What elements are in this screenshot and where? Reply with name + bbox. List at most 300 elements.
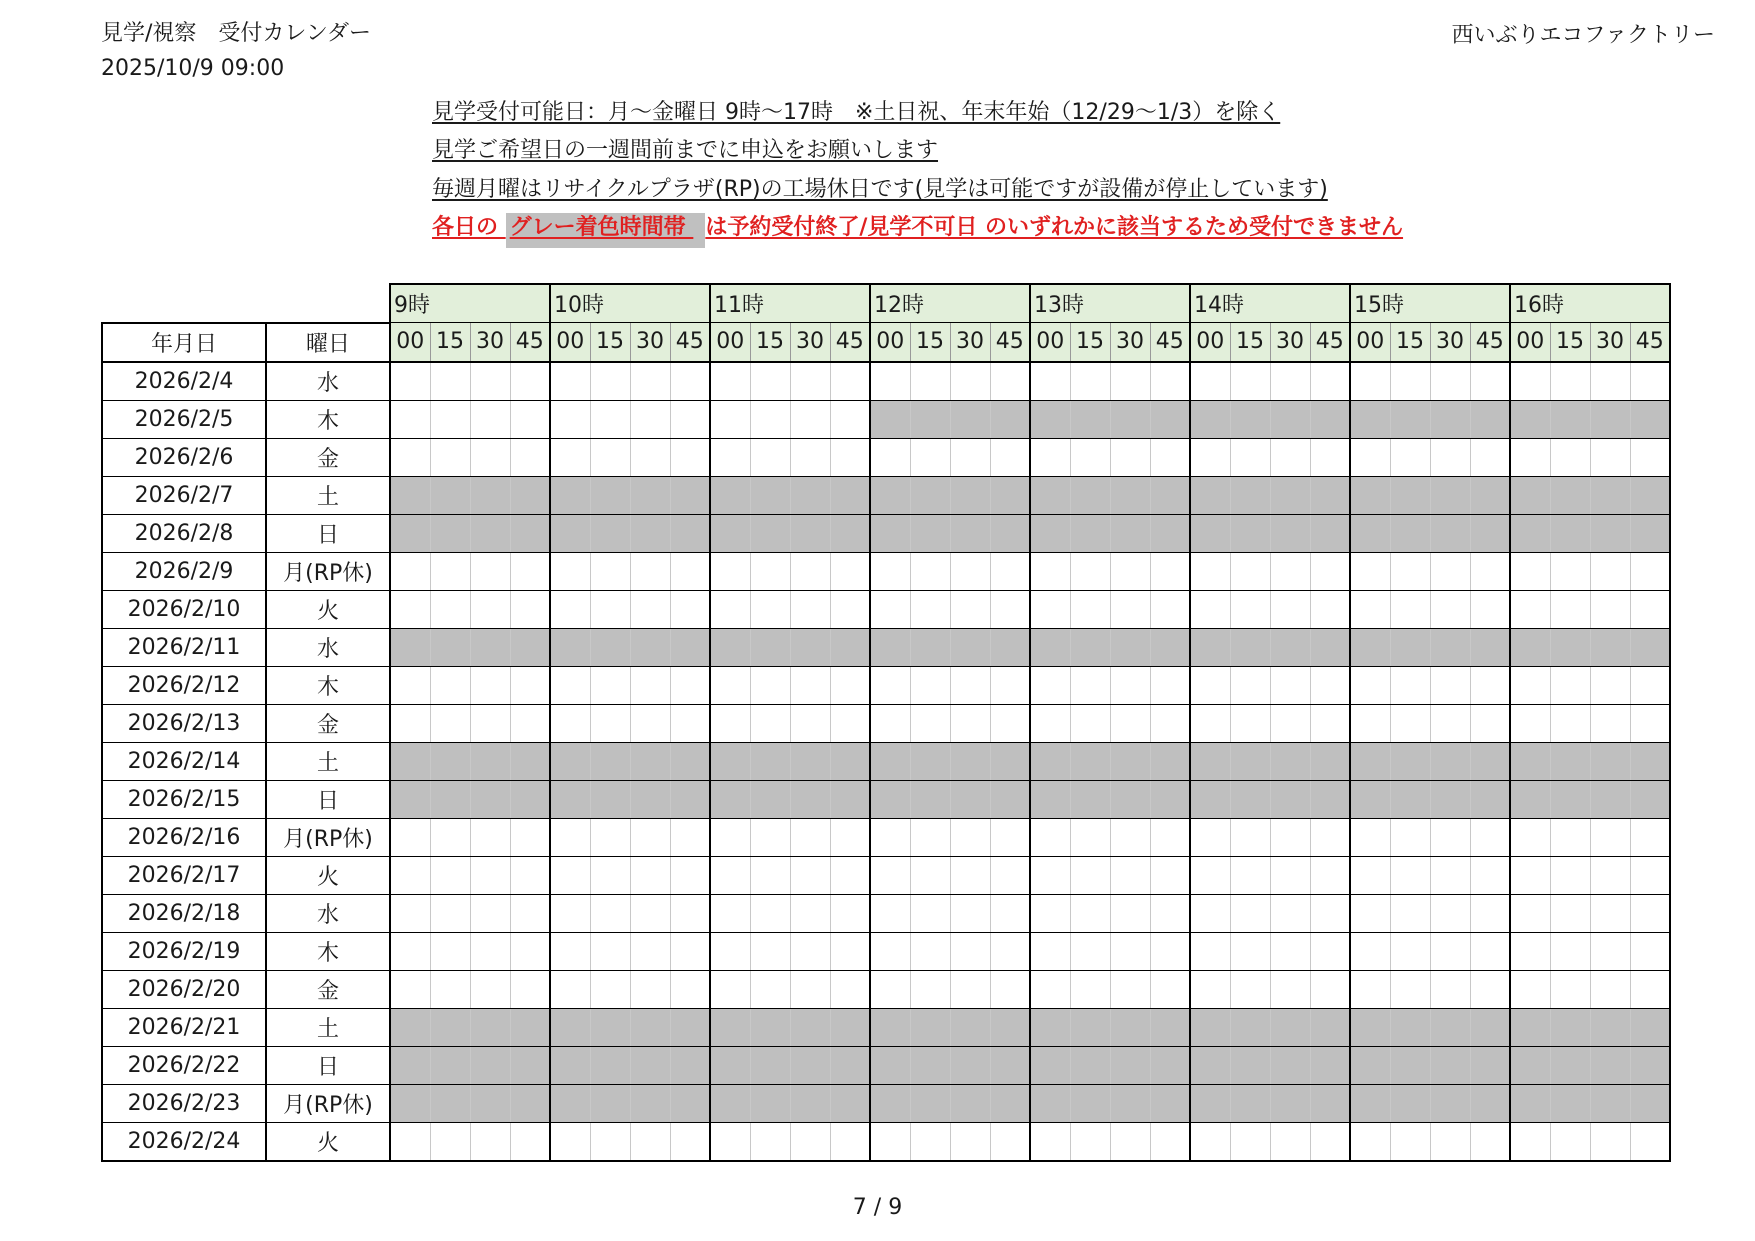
time-slot-available bbox=[750, 438, 790, 476]
time-slot-available bbox=[710, 362, 750, 401]
time-slot-unavailable bbox=[870, 628, 910, 666]
time-slot-unavailable bbox=[1070, 780, 1110, 818]
time-slot-unavailable bbox=[1470, 780, 1510, 818]
date-cell: 2026/2/18 bbox=[102, 894, 266, 932]
company-name: 西いぶりエコファクトリー bbox=[1451, 23, 1715, 48]
table-row bbox=[102, 628, 1670, 666]
time-slot-unavailable bbox=[1110, 1084, 1150, 1122]
reservation-calendar-table bbox=[101, 283, 1671, 1162]
time-slot-available bbox=[510, 856, 550, 894]
time-slot-available bbox=[430, 666, 470, 704]
time-slot-available bbox=[1070, 552, 1110, 590]
time-slot-available bbox=[1470, 856, 1510, 894]
time-slot-available bbox=[1350, 932, 1390, 970]
time-slot-available bbox=[1630, 666, 1670, 704]
time-slot-available bbox=[1630, 818, 1670, 856]
time-slot-available bbox=[710, 400, 750, 438]
time-slot-available bbox=[590, 894, 630, 932]
time-slot-unavailable bbox=[1150, 514, 1190, 552]
time-slot-available bbox=[1590, 362, 1630, 401]
time-slot-unavailable bbox=[1590, 476, 1630, 514]
time-slot-available bbox=[990, 438, 1030, 476]
time-slot-available bbox=[870, 362, 910, 401]
time-slot-unavailable bbox=[1190, 780, 1230, 818]
time-slot-available bbox=[1030, 894, 1070, 932]
time-slot-unavailable bbox=[430, 742, 470, 780]
time-slot-unavailable bbox=[910, 1008, 950, 1046]
time-slot-available bbox=[1310, 1122, 1350, 1161]
time-slot-available bbox=[1190, 932, 1230, 970]
time-slot-unavailable bbox=[710, 628, 750, 666]
time-slot-available bbox=[630, 1122, 670, 1161]
time-slot-available bbox=[1070, 362, 1110, 401]
time-slot-available bbox=[470, 666, 510, 704]
time-slot-unavailable bbox=[1630, 1084, 1670, 1122]
time-slot-available bbox=[670, 1122, 710, 1161]
print-datetime: 2025/10/9 09:00 bbox=[101, 56, 285, 81]
date-cell: 2026/2/6 bbox=[102, 438, 266, 476]
time-slot-available bbox=[1470, 1122, 1510, 1161]
time-slot-available bbox=[870, 856, 910, 894]
time-slot-unavailable bbox=[630, 1084, 670, 1122]
minute-header: 00 bbox=[1190, 323, 1230, 362]
time-slot-unavailable bbox=[550, 476, 590, 514]
time-slot-unavailable bbox=[630, 628, 670, 666]
time-slot-available bbox=[1390, 932, 1430, 970]
time-slot-unavailable bbox=[990, 628, 1030, 666]
date-column-header: 年月日 bbox=[102, 323, 266, 362]
time-slot-available bbox=[510, 704, 550, 742]
time-slot-available bbox=[670, 894, 710, 932]
minute-header: 15 bbox=[1550, 323, 1590, 362]
time-slot-available bbox=[1430, 704, 1470, 742]
time-slot-unavailable bbox=[1630, 400, 1670, 438]
time-slot-unavailable bbox=[1270, 400, 1310, 438]
time-slot-available bbox=[390, 666, 430, 704]
time-slot-available bbox=[670, 818, 710, 856]
time-slot-available bbox=[1550, 362, 1590, 401]
time-slot-unavailable bbox=[1470, 514, 1510, 552]
time-slot-available bbox=[1430, 1122, 1470, 1161]
time-slot-available bbox=[830, 970, 870, 1008]
time-slot-available bbox=[470, 362, 510, 401]
time-slot-available bbox=[1630, 1122, 1670, 1161]
minute-header: 45 bbox=[990, 323, 1030, 362]
time-slot-available bbox=[670, 362, 710, 401]
time-slot-unavailable bbox=[1470, 1046, 1510, 1084]
table-row bbox=[102, 856, 1670, 894]
time-slot-unavailable bbox=[1230, 742, 1270, 780]
time-slot-available bbox=[1550, 704, 1590, 742]
time-slot-unavailable bbox=[990, 1008, 1030, 1046]
time-slot-unavailable bbox=[1310, 780, 1350, 818]
minute-header: 30 bbox=[470, 323, 510, 362]
minute-header: 15 bbox=[590, 323, 630, 362]
time-slot-unavailable bbox=[990, 1046, 1030, 1084]
time-slot-unavailable bbox=[430, 780, 470, 818]
time-slot-available bbox=[1350, 552, 1390, 590]
time-slot-unavailable bbox=[1550, 514, 1590, 552]
time-slot-available bbox=[590, 818, 630, 856]
time-slot-available bbox=[1310, 438, 1350, 476]
time-slot-available bbox=[1470, 894, 1510, 932]
time-slot-unavailable bbox=[990, 780, 1030, 818]
time-slot-available bbox=[390, 590, 430, 628]
time-slot-available bbox=[1350, 362, 1390, 401]
time-slot-available bbox=[1350, 818, 1390, 856]
time-slot-available bbox=[1390, 362, 1430, 401]
weekday-cell: 月(RP休) bbox=[266, 1084, 390, 1122]
time-slot-unavailable bbox=[510, 742, 550, 780]
hour-header: 14時 bbox=[1190, 284, 1350, 323]
time-slot-unavailable bbox=[1350, 742, 1390, 780]
time-slot-available bbox=[1430, 970, 1470, 1008]
time-slot-unavailable bbox=[670, 1084, 710, 1122]
time-slot-unavailable bbox=[1470, 476, 1510, 514]
time-slot-unavailable bbox=[630, 780, 670, 818]
time-slot-unavailable bbox=[1590, 1084, 1630, 1122]
time-slot-unavailable bbox=[870, 400, 910, 438]
time-slot-available bbox=[630, 362, 670, 401]
time-slot-unavailable bbox=[1510, 400, 1550, 438]
time-slot-available bbox=[470, 894, 510, 932]
time-slot-available bbox=[990, 932, 1030, 970]
time-slot-available bbox=[830, 704, 870, 742]
time-slot-unavailable bbox=[470, 780, 510, 818]
page-number: 7 / 9 bbox=[852, 1195, 903, 1220]
time-slot-unavailable bbox=[670, 780, 710, 818]
minute-header: 15 bbox=[910, 323, 950, 362]
time-slot-available bbox=[1070, 894, 1110, 932]
minute-header: 45 bbox=[510, 323, 550, 362]
time-slot-available bbox=[790, 1122, 830, 1161]
hour-header: 16時 bbox=[1510, 284, 1670, 323]
time-slot-available bbox=[590, 1122, 630, 1161]
time-slot-available bbox=[870, 438, 910, 476]
time-slot-available bbox=[1510, 590, 1550, 628]
date-cell: 2026/2/15 bbox=[102, 780, 266, 818]
date-cell: 2026/2/23 bbox=[102, 1084, 266, 1122]
time-slot-available bbox=[1630, 590, 1670, 628]
time-slot-available bbox=[1470, 552, 1510, 590]
weekday-cell: 土 bbox=[266, 1008, 390, 1046]
time-slot-available bbox=[1230, 818, 1270, 856]
time-slot-unavailable bbox=[470, 742, 510, 780]
time-slot-available bbox=[510, 438, 550, 476]
hour-header: 11時 bbox=[710, 284, 870, 323]
time-slot-unavailable bbox=[710, 742, 750, 780]
time-slot-available bbox=[830, 1122, 870, 1161]
time-slot-unavailable bbox=[1390, 742, 1430, 780]
time-slot-unavailable bbox=[590, 1084, 630, 1122]
time-slot-available bbox=[1510, 362, 1550, 401]
time-slot-available bbox=[790, 666, 830, 704]
time-slot-unavailable bbox=[1070, 514, 1110, 552]
time-slot-available bbox=[510, 666, 550, 704]
time-slot-available bbox=[910, 970, 950, 1008]
table-row bbox=[102, 1084, 1670, 1122]
date-cell: 2026/2/20 bbox=[102, 970, 266, 1008]
time-slot-available bbox=[1590, 590, 1630, 628]
time-slot-unavailable bbox=[590, 476, 630, 514]
time-slot-available bbox=[1350, 856, 1390, 894]
time-slot-available bbox=[1230, 970, 1270, 1008]
time-slot-available bbox=[630, 894, 670, 932]
note-gray-warning-prefix: 各日の bbox=[432, 215, 506, 240]
time-slot-unavailable bbox=[390, 628, 430, 666]
weekday-cell: 日 bbox=[266, 780, 390, 818]
time-slot-available bbox=[430, 856, 470, 894]
time-slot-available bbox=[1270, 1122, 1310, 1161]
time-slot-available bbox=[910, 1122, 950, 1161]
date-cell: 2026/2/13 bbox=[102, 704, 266, 742]
table-row bbox=[102, 818, 1670, 856]
time-slot-available bbox=[1470, 590, 1510, 628]
minute-header: 45 bbox=[1150, 323, 1190, 362]
time-slot-unavailable bbox=[510, 1084, 550, 1122]
time-slot-available bbox=[1590, 1122, 1630, 1161]
time-slot-available bbox=[1510, 932, 1550, 970]
time-slot-unavailable bbox=[1390, 780, 1430, 818]
time-slot-available bbox=[990, 1122, 1030, 1161]
time-slot-unavailable bbox=[790, 742, 830, 780]
minute-header: 15 bbox=[1230, 323, 1270, 362]
time-slot-unavailable bbox=[1590, 514, 1630, 552]
time-slot-unavailable bbox=[750, 780, 790, 818]
time-slot-available bbox=[750, 932, 790, 970]
time-slot-unavailable bbox=[950, 742, 990, 780]
time-slot-unavailable bbox=[750, 742, 790, 780]
time-slot-available bbox=[990, 666, 1030, 704]
time-slot-unavailable bbox=[1510, 780, 1550, 818]
time-slot-available bbox=[1190, 856, 1230, 894]
time-slot-unavailable bbox=[990, 476, 1030, 514]
time-slot-unavailable bbox=[1630, 514, 1670, 552]
time-slot-available bbox=[1150, 1122, 1190, 1161]
time-slot-available bbox=[830, 666, 870, 704]
time-slot-available bbox=[670, 856, 710, 894]
time-slot-available bbox=[590, 704, 630, 742]
time-slot-available bbox=[1150, 856, 1190, 894]
note-gray-warning bbox=[432, 210, 1403, 241]
time-slot-available bbox=[1230, 894, 1270, 932]
time-slot-available bbox=[1030, 666, 1070, 704]
time-slot-unavailable bbox=[710, 476, 750, 514]
minute-header: 30 bbox=[1110, 323, 1150, 362]
time-slot-unavailable bbox=[1470, 742, 1510, 780]
time-slot-available bbox=[1310, 894, 1350, 932]
time-slot-available bbox=[830, 818, 870, 856]
time-slot-unavailable bbox=[830, 1084, 870, 1122]
time-slot-available bbox=[1150, 894, 1190, 932]
time-slot-unavailable bbox=[1230, 476, 1270, 514]
time-slot-available bbox=[1590, 970, 1630, 1008]
time-slot-available bbox=[1390, 666, 1430, 704]
time-slot-available bbox=[1230, 438, 1270, 476]
time-slot-available bbox=[470, 932, 510, 970]
time-slot-available bbox=[1190, 1122, 1230, 1161]
time-slot-available bbox=[1070, 590, 1110, 628]
time-slot-available bbox=[830, 438, 870, 476]
time-slot-unavailable bbox=[1630, 628, 1670, 666]
time-slot-available bbox=[1550, 932, 1590, 970]
time-slot-available bbox=[1310, 856, 1350, 894]
time-slot-unavailable bbox=[1310, 628, 1350, 666]
time-slot-available bbox=[1630, 894, 1670, 932]
time-slot-available bbox=[750, 856, 790, 894]
time-slot-unavailable bbox=[1510, 514, 1550, 552]
time-slot-available bbox=[390, 894, 430, 932]
time-slot-available bbox=[950, 362, 990, 401]
time-slot-unavailable bbox=[1590, 628, 1630, 666]
time-slot-unavailable bbox=[510, 514, 550, 552]
time-slot-unavailable bbox=[1550, 1046, 1590, 1084]
time-slot-available bbox=[390, 932, 430, 970]
time-slot-available bbox=[1190, 894, 1230, 932]
time-slot-available bbox=[470, 552, 510, 590]
table-row bbox=[102, 894, 1670, 932]
weekday-cell: 金 bbox=[266, 970, 390, 1008]
time-slot-available bbox=[910, 894, 950, 932]
time-slot-unavailable bbox=[910, 1084, 950, 1122]
time-slot-available bbox=[590, 932, 630, 970]
time-slot-available bbox=[1350, 1122, 1390, 1161]
time-slot-unavailable bbox=[1070, 742, 1110, 780]
time-slot-available bbox=[870, 590, 910, 628]
time-slot-unavailable bbox=[790, 1008, 830, 1046]
time-slot-available bbox=[1390, 856, 1430, 894]
time-slot-available bbox=[1070, 666, 1110, 704]
note-gray-highlight: グレー着色時間帯 bbox=[506, 213, 706, 248]
table-row bbox=[102, 590, 1670, 628]
time-slot-unavailable bbox=[950, 1008, 990, 1046]
time-slot-available bbox=[1310, 666, 1350, 704]
weekday-cell: 水 bbox=[266, 362, 390, 401]
time-slot-unavailable bbox=[1350, 628, 1390, 666]
time-slot-available bbox=[910, 856, 950, 894]
weekday-column-header: 曜日 bbox=[266, 323, 390, 362]
time-slot-available bbox=[550, 552, 590, 590]
time-slot-unavailable bbox=[1110, 742, 1150, 780]
time-slot-available bbox=[430, 970, 470, 1008]
time-slot-unavailable bbox=[1150, 1008, 1190, 1046]
time-slot-available bbox=[1110, 818, 1150, 856]
time-slot-available bbox=[510, 932, 550, 970]
time-slot-available bbox=[1510, 552, 1550, 590]
time-slot-available bbox=[1070, 970, 1110, 1008]
table-row bbox=[102, 1122, 1670, 1161]
time-slot-unavailable bbox=[1030, 514, 1070, 552]
time-slot-unavailable bbox=[1110, 628, 1150, 666]
time-slot-available bbox=[1070, 932, 1110, 970]
hour-header: 10時 bbox=[550, 284, 710, 323]
time-slot-unavailable bbox=[1230, 400, 1270, 438]
time-slot-available bbox=[1430, 666, 1470, 704]
time-slot-available bbox=[630, 666, 670, 704]
time-slot-available bbox=[1030, 818, 1070, 856]
time-slot-available bbox=[630, 932, 670, 970]
minute-header: 00 bbox=[870, 323, 910, 362]
time-slot-available bbox=[750, 666, 790, 704]
time-slot-available bbox=[1030, 362, 1070, 401]
time-slot-available bbox=[1510, 894, 1550, 932]
weekday-cell: 日 bbox=[266, 1046, 390, 1084]
time-slot-available bbox=[990, 894, 1030, 932]
minute-header: 30 bbox=[1590, 323, 1630, 362]
time-slot-available bbox=[870, 970, 910, 1008]
time-slot-available bbox=[950, 438, 990, 476]
note-deadline: 見学ご希望日の一週間前までに申込をお願いします bbox=[432, 138, 939, 163]
time-slot-unavailable bbox=[1350, 780, 1390, 818]
time-slot-unavailable bbox=[1350, 514, 1390, 552]
time-slot-unavailable bbox=[790, 476, 830, 514]
time-slot-unavailable bbox=[1430, 628, 1470, 666]
time-slot-available bbox=[670, 704, 710, 742]
date-cell: 2026/2/11 bbox=[102, 628, 266, 666]
time-slot-available bbox=[630, 970, 670, 1008]
time-slot-unavailable bbox=[1110, 400, 1150, 438]
time-slot-available bbox=[790, 552, 830, 590]
weekday-cell: 木 bbox=[266, 666, 390, 704]
time-slot-available bbox=[430, 590, 470, 628]
time-slot-unavailable bbox=[470, 1046, 510, 1084]
weekday-cell: 月(RP休) bbox=[266, 818, 390, 856]
time-slot-available bbox=[910, 590, 950, 628]
time-slot-unavailable bbox=[870, 1046, 910, 1084]
time-slot-available bbox=[1190, 818, 1230, 856]
minute-header: 00 bbox=[550, 323, 590, 362]
time-slot-unavailable bbox=[1630, 476, 1670, 514]
note-availability: 見学受付可能日：月～金曜日 9時～17時 ※土日祝、年末年始（12/29～1/3）を除く bbox=[432, 100, 1281, 125]
time-slot-unavailable bbox=[910, 514, 950, 552]
minute-header: 15 bbox=[1390, 323, 1430, 362]
time-slot-available bbox=[790, 894, 830, 932]
time-slot-available bbox=[1110, 856, 1150, 894]
time-slot-available bbox=[1630, 438, 1670, 476]
time-slot-unavailable bbox=[990, 400, 1030, 438]
time-slot-available bbox=[750, 590, 790, 628]
time-slot-available bbox=[990, 704, 1030, 742]
time-slot-available bbox=[710, 932, 750, 970]
time-slot-available bbox=[710, 666, 750, 704]
time-slot-available bbox=[710, 856, 750, 894]
time-slot-available bbox=[950, 970, 990, 1008]
time-slot-unavailable bbox=[1310, 1084, 1350, 1122]
note-rp-holiday: 毎週月曜はリサイクルプラザ(RP)の工場休日です(見学は可能ですが設備が停止しています) bbox=[432, 177, 1328, 202]
time-slot-available bbox=[1350, 970, 1390, 1008]
time-slot-unavailable bbox=[1470, 400, 1510, 438]
time-slot-available bbox=[630, 552, 670, 590]
time-slot-available bbox=[790, 400, 830, 438]
time-slot-unavailable bbox=[990, 742, 1030, 780]
time-slot-unavailable bbox=[1190, 514, 1230, 552]
table-row bbox=[102, 666, 1670, 704]
time-slot-unavailable bbox=[1550, 1008, 1590, 1046]
time-slot-available bbox=[710, 590, 750, 628]
minute-header: 30 bbox=[1430, 323, 1470, 362]
time-slot-unavailable bbox=[830, 476, 870, 514]
time-slot-available bbox=[470, 400, 510, 438]
time-slot-unavailable bbox=[1150, 1046, 1190, 1084]
time-slot-unavailable bbox=[590, 1008, 630, 1046]
time-slot-available bbox=[1630, 970, 1670, 1008]
time-slot-unavailable bbox=[1390, 1008, 1430, 1046]
time-slot-available bbox=[1590, 856, 1630, 894]
time-slot-available bbox=[1150, 590, 1190, 628]
time-slot-unavailable bbox=[1150, 742, 1190, 780]
time-slot-available bbox=[550, 856, 590, 894]
time-slot-available bbox=[1550, 666, 1590, 704]
